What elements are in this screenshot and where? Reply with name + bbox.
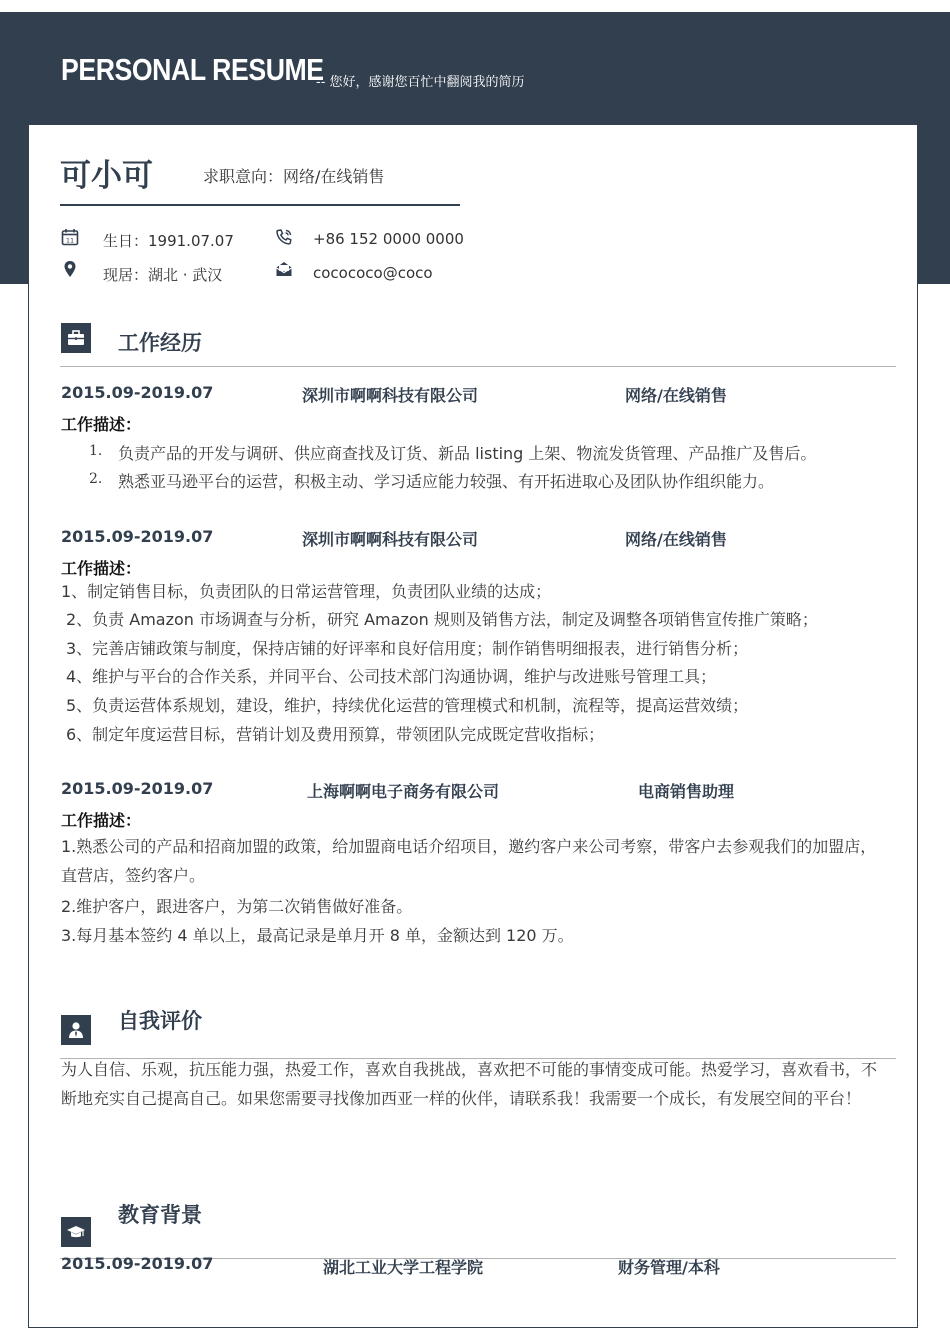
edu-date: 2015.09-2019.07 [61, 1254, 214, 1273]
section-title-edu: 教育背景 [118, 1203, 202, 1227]
section-title-work: 工作经历 [118, 331, 202, 355]
graduation-cap-icon [61, 1217, 91, 1247]
section-title-self: 自我评价 [118, 1009, 202, 1033]
job-desc-line: 6、制定年度运营目标，营销计划及费用预算，带领团队完成既定营收指标； [66, 725, 605, 744]
job-desc-label: 工作描述： [61, 559, 142, 578]
job-desc-label: 工作描述： [61, 811, 142, 830]
job-company: 上海啊啊电子商务有限公司 [307, 782, 500, 801]
phone-icon [275, 228, 293, 246]
job-desc-line: 负责产品的开发与调研、供应商查找及订货、新品 listing 上架、物流发货管理、产品推广及售后。 [118, 444, 817, 463]
job-date: 2015.09-2019.07 [61, 527, 214, 546]
calendar-glyph: 11 [65, 236, 75, 245]
job-desc-line: 4、维护与平台的合作关系，并同平台、公司技术部门沟通协调，维护与改进账号管理工具； [66, 667, 717, 686]
job-desc-line: 3、完善店铺政策与制度，保持店铺的好评率和良好信用度；制作销售明细报表，进行销售分析； [66, 639, 749, 658]
job-desc-line: 3.每月基本签约 4 单以上，最高记录是单月开 8 单，金额达到 120 万。 [61, 926, 574, 945]
job-desc-line: 5、负责运营体系规划，建设，维护，持续优化运营的管理模式和机制，流程等，提高运营效绩； [66, 696, 749, 715]
edu-school: 湖北工业大学工程学院 [323, 1258, 484, 1277]
birthday: 生日：1991.07.07 [103, 232, 234, 250]
job-desc-line: 熟悉亚马逊平台的运营，积极主动、学习适应能力较强、有开拓进取心及团队协作组织能力。 [118, 472, 775, 491]
calendar-icon [61, 228, 79, 246]
list-number: 1. [89, 443, 103, 459]
job-role: 网络/在线销售 [625, 386, 727, 405]
job-desc-line: 1、制定销售目标，负责团队的日常运营管理，负责团队业绩的达成； [61, 582, 552, 601]
list-number: 2. [89, 471, 103, 487]
job-date: 2015.09-2019.07 [61, 779, 214, 798]
self-evaluation-text: 为人自信、乐观，抗压能力强，热爱工作，喜欢自我挑战，喜欢把不可能的事情变成可能。热爱学习，喜欢看书，不断地充实自己提高自己。如果您需要寻找像加西亚一样的伙伴，请联系我！我需要一个成长，有发展空间的平台！ [61, 1060, 878, 1108]
section-divider-work [60, 366, 896, 367]
email-icon [275, 260, 293, 278]
job-company: 深圳市啊啊科技有限公司 [302, 530, 479, 549]
job-desc-paragraph: 1.熟悉公司的产品和招商加盟的政策，给加盟商电话介绍项目，邀约客户来公司考察，带客户去参观我们的加盟店，直营店，签约客户。 [61, 837, 877, 885]
location: 现居：湖北 · 武汉 [103, 266, 223, 284]
job-desc-label: 工作描述： [61, 415, 142, 434]
job-company: 深圳市啊啊科技有限公司 [302, 386, 479, 405]
job-role: 网络/在线销售 [625, 530, 727, 549]
briefcase-icon [61, 323, 91, 353]
person-icon [61, 1015, 91, 1045]
job-desc-line: 2.维护客户，跟进客户，为第二次销售做好准备。 [61, 897, 413, 916]
phone-number: +86 152 0000 0000 [313, 230, 464, 248]
job-date: 2015.09-2019.07 [61, 383, 214, 402]
location-pin-icon [61, 260, 79, 278]
job-role: 电商销售助理 [638, 782, 735, 801]
candidate-name: 可小可 [60, 158, 153, 194]
name-divider [60, 204, 460, 206]
resume-title: PERSONAL RESUME [61, 52, 324, 87]
edu-major: 财务管理/本科 [618, 1258, 720, 1277]
resume-subtitle: -- 您好，感谢您百忙中翻阅我的简历 [316, 75, 525, 90]
email-address: cocococo@coco [313, 264, 433, 282]
job-desc-line: 2、负责 Amazon 市场调查与分析，研究 Amazon 规则及销售方法，制定及调整各项销售宣传推广策略； [66, 610, 818, 629]
job-intent: 求职意向：网络/在线销售 [203, 167, 385, 186]
